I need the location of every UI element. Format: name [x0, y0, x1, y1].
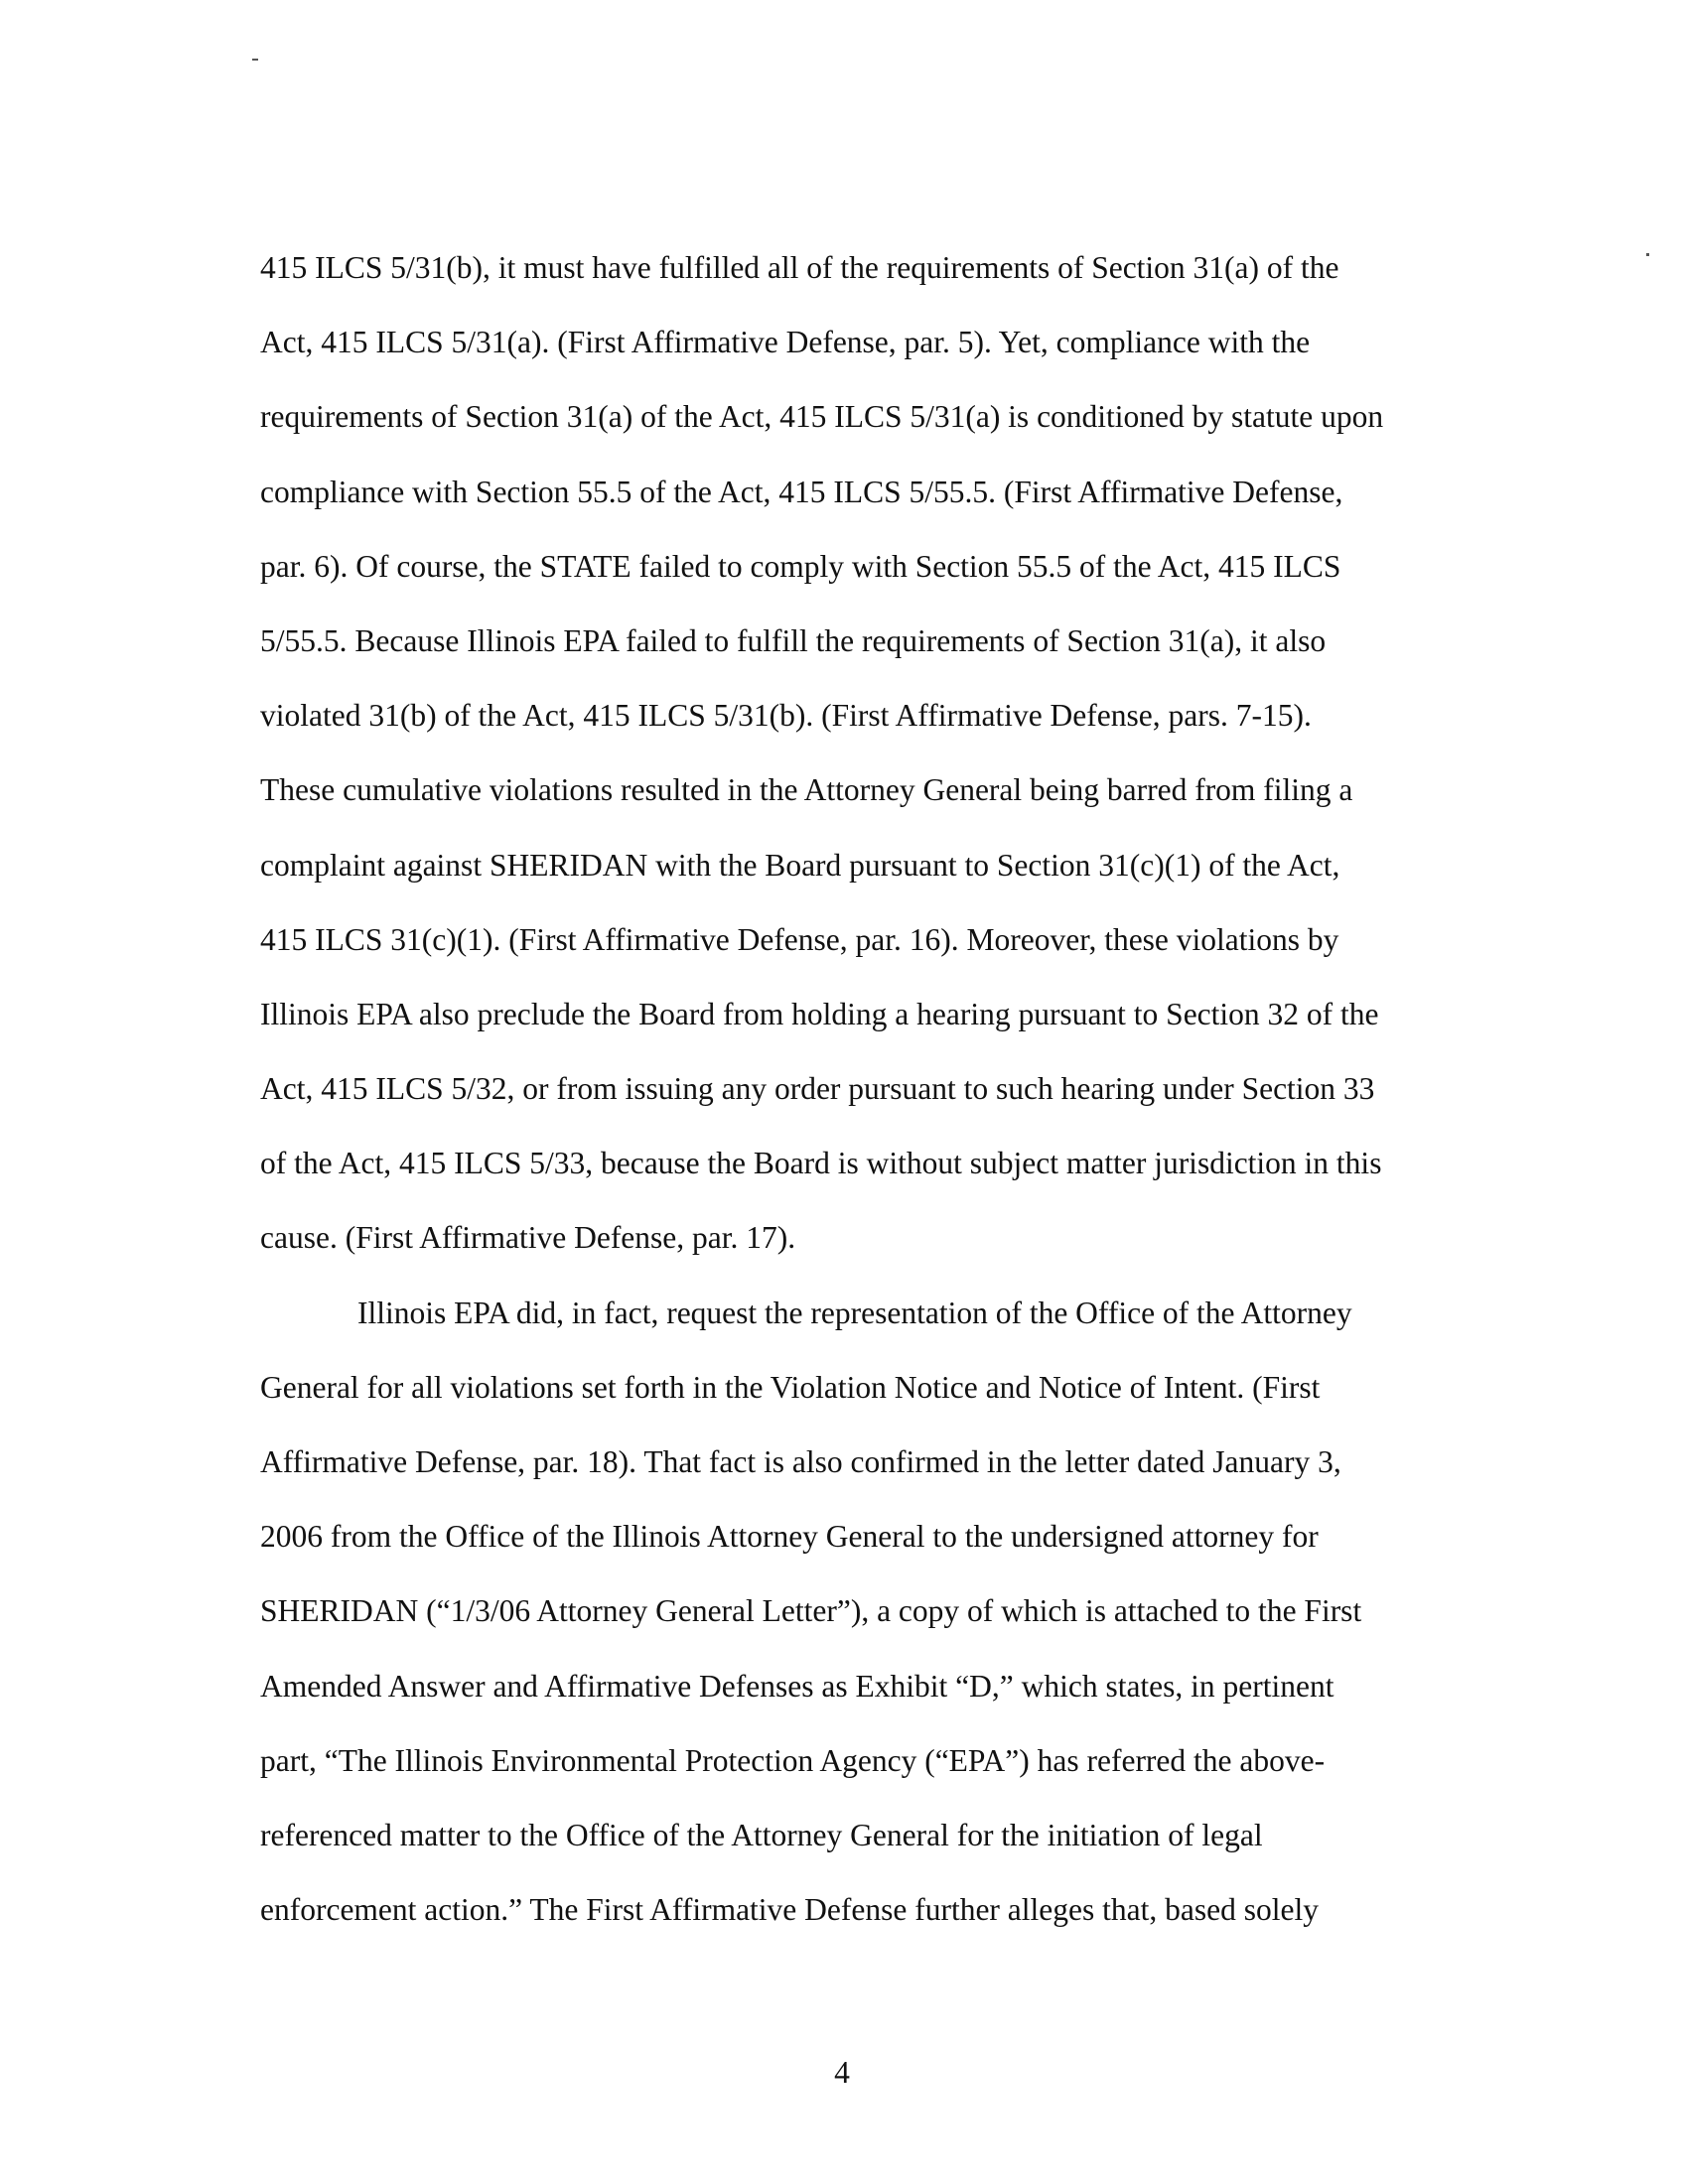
- text-line: 2006 from the Office of the Illinois Attorney General to the undersigned attorney for: [260, 1519, 1319, 1555]
- text-line: of the Act, 415 ILCS 5/33, because the Board is without subject matter jurisdiction in this: [260, 1146, 1382, 1181]
- text-line: Illinois EPA also preclude the Board from holding a hearing pursuant to Section 32 of the: [260, 996, 1379, 1031]
- text-line: Amended Answer and Affirmative Defenses as Exhibit “D,” which states, in pertinent: [260, 1668, 1334, 1704]
- page-number: 4: [834, 2055, 850, 2090]
- text-line: complaint against SHERIDAN with the Board pursuant to Section 31(c)(1) of the Act,: [260, 847, 1340, 883]
- text-line: violated 31(b) of the Act, 415 ILCS 5/31(b). (First Affirmative Defense, pars. 7-15).: [260, 698, 1312, 734]
- text-line: General for all violations set forth in the Violation Notice and Notice of Intent. (First: [260, 1369, 1321, 1405]
- text-line: These cumulative violations resulted in the Attorney General being barred from filing a: [260, 772, 1353, 808]
- text-line: Act, 415 ILCS 5/32, or from issuing any order pursuant to such hearing under Section 33: [260, 1071, 1375, 1107]
- text-line: SHERIDAN (“1/3/06 Attorney General Letter”), a copy of which is attached to the First: [260, 1593, 1362, 1629]
- text-line: referenced matter to the Office of the Attorney General for the initiation of legal: [260, 1817, 1263, 1852]
- text-line: cause. (First Affirmative Defense, par. 17).: [260, 1220, 796, 1256]
- text-line: par. 6). Of course, the STATE failed to comply with Section 55.5 of the Act, 415 ILCS: [260, 548, 1341, 584]
- body-text: [260, 230, 1432, 1947]
- text-line: part, “The Illinois Environmental Protection Agency (“EPA”) has referred the above-: [260, 1742, 1326, 1778]
- text-line: 415 ILCS 5/31(b), it must have fulfilled all of the requirements of Section 31(a) of the: [260, 250, 1339, 285]
- scan-artifact: [1646, 253, 1649, 256]
- paragraph-first-line: Illinois EPA did, in fact, request the representation of the Office of the Attorney: [357, 1295, 1352, 1330]
- scan-artifact: [252, 59, 258, 61]
- text-line: requirements of Section 31(a) of the Act, 415 ILCS 5/31(a) is conditioned by statute upon: [260, 399, 1384, 435]
- text-line: 5/55.5. Because Illinois EPA failed to fulfill the requirements of Section 31(a), it also: [260, 622, 1327, 658]
- text-line: Act, 415 ILCS 5/31(a). (First Affirmative Defense, par. 5). Yet, compliance with the: [260, 325, 1311, 360]
- text-line: Affirmative Defense, par. 18). That fact is also confirmed in the letter dated January 3,: [260, 1444, 1341, 1479]
- text-line: 415 ILCS 31(c)(1). (First Affirmative Defense, par. 16). Moreover, these violations by: [260, 921, 1339, 957]
- text-line: compliance with Section 55.5 of the Act, 415 ILCS 5/55.5. (First Affirmative Defense,: [260, 474, 1343, 509]
- text-line: enforcement action.” The First Affirmative Defense further alleges that, based solely: [260, 1892, 1319, 1928]
